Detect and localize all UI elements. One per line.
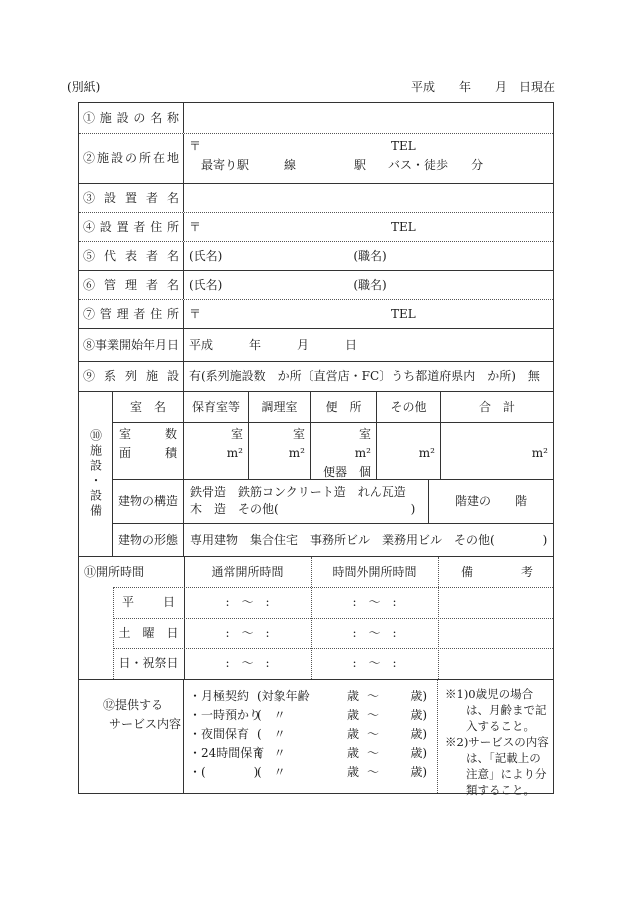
title-paren-label: (職名) <box>353 277 387 292</box>
service-name: ・一時預かり <box>189 708 262 722</box>
wave-dash: ～ <box>366 708 379 722</box>
service-item: ・( ) ( 〃 歳 ～ 歳) <box>189 763 437 782</box>
row-business-start-date <box>79 329 553 362</box>
attachment-note: (別紙) <box>67 80 101 94</box>
kitchen-count-area-cell <box>249 423 311 479</box>
unit-room: 室 <box>358 427 371 441</box>
nearest-station-label: 最寄り駅 <box>201 158 250 172</box>
row-facility-address <box>79 134 553 184</box>
station-label: 駅 <box>354 158 367 172</box>
services-label: ⑫提供する サービス内容 <box>79 680 184 793</box>
col-header-kitchen: 調理室 <box>249 392 311 422</box>
unit-area: m² <box>288 446 305 460</box>
building-form-options: 専用建物 集合住宅 事務所ビル 業務用ビル その他( ) <box>190 532 548 547</box>
facility-form-table <box>78 102 554 797</box>
weekday-overtime-time: : ～ : <box>352 595 397 609</box>
row-manager-address <box>79 300 553 329</box>
service-item: ・月極契約 (対象年齢 歳 ～ 歳) <box>189 687 437 706</box>
service-name: ・月極契約 <box>189 689 250 703</box>
nursery-count-area-cell <box>184 423 249 479</box>
room-table-header <box>113 392 553 423</box>
field-label-facility-name: ①施設の名称 <box>79 103 184 133</box>
total-count-area-cell <box>441 423 553 479</box>
service-name: ・夜間保育 <box>189 727 250 741</box>
service-item: ・一時預かり ( 〃 歳 ～ 歳) <box>189 706 437 725</box>
sunday-overtime-time: : ～ : <box>352 656 397 670</box>
field-label-founder-address: ④設置者住所 <box>79 213 184 241</box>
unit-room: 室 <box>230 427 243 441</box>
normal-hours-header: 通常開所時間 <box>211 564 284 579</box>
unit-room: 室 <box>292 427 305 441</box>
unit-area: m² <box>418 446 435 460</box>
room-count-area-row <box>113 423 553 480</box>
saturday-normal-time: : ～ : <box>225 625 270 640</box>
service-age-bracket: ( 〃 <box>257 708 286 722</box>
day-label-saturday: 土 曜 日 <box>118 625 179 640</box>
manager-name-value <box>184 271 553 299</box>
day-label-weekday: 平 日 <box>122 595 175 609</box>
field-label-affiliated-facilities: ⑨系列施設 <box>79 362 184 391</box>
room-name-header: 室 名 <box>113 392 184 422</box>
section-opening-hours <box>79 557 553 680</box>
opening-hours-label: ⑪開所時間 <box>84 564 145 579</box>
line-label: 線 <box>284 158 297 172</box>
service-item: ・24時間保育 ( 〃 歳 ～ 歳) <box>189 744 437 763</box>
founder-name-value <box>184 184 553 212</box>
tel-label: TEL <box>391 139 416 153</box>
unit-area: m² <box>531 446 548 460</box>
founder-address-value <box>184 213 553 241</box>
toilet-count-area-cell <box>311 423 377 479</box>
bus-walk-label: バス・徒歩 <box>388 158 449 172</box>
service-age-bracket: ( 〃 <box>257 765 286 779</box>
date-header: 平成 年 月 日現在 <box>410 80 555 94</box>
name-paren-label: (氏名) <box>189 248 223 263</box>
section-services <box>79 680 553 797</box>
building-form-label: 建物の形態 <box>113 524 184 556</box>
manager-address-value <box>184 300 553 328</box>
building-form-row <box>113 524 553 556</box>
room-area-label: 面積 <box>119 446 177 460</box>
field-label-founder-name: ③設置者名 <box>79 184 184 212</box>
col-header-toilet: 便 所 <box>311 392 377 422</box>
building-structure-label: 建物の構造 <box>113 480 184 523</box>
note-1: ※1)0歳児の場合は、月齢まで記入すること。 <box>445 687 547 733</box>
building-structure-row <box>113 480 553 524</box>
overtime-hours-header: 時間外開所時間 <box>332 564 417 579</box>
business-start-date-value: 平成 年 月 日 <box>189 337 358 352</box>
page-header <box>67 80 555 95</box>
title-paren-label: (職名) <box>353 248 387 263</box>
row-founder-name <box>79 184 553 213</box>
postal-mark: 〒 <box>189 219 202 234</box>
room-count-label: 室数 <box>119 427 177 441</box>
building-floors-cell: 階建の 階 <box>454 494 527 508</box>
service-name: ・24時間保育 <box>189 746 265 760</box>
tel-label: TEL <box>391 219 416 234</box>
unit-area: m² <box>226 446 243 460</box>
affiliated-facilities-value: 有(系列施設数 か所〔直営店・FC〕うち都道府県内 か所) 無 <box>189 369 540 383</box>
col-header-total: 合 計 <box>478 399 515 414</box>
wave-dash: ～ <box>366 746 379 760</box>
note-2: ※2)サービスの内容は、「記載上の注意」により分類すること。 <box>445 735 549 797</box>
field-label-facility-address: ②施設の所在地 <box>79 134 184 183</box>
services-list <box>184 680 438 793</box>
unit-area: m² <box>354 446 371 460</box>
field-label-representative-name: ⑤代表者名 <box>79 242 184 270</box>
wave-dash: ～ <box>366 689 379 703</box>
vertical-section-label: ⑩施設・設備 <box>79 392 113 556</box>
row-representative-name <box>79 242 553 271</box>
tel-label: TEL <box>391 306 416 321</box>
facility-name-value <box>184 103 553 133</box>
col-header-nursery: 保育室等 <box>184 392 249 422</box>
service-item: ・夜間保育 ( 〃 歳 ～ 歳) <box>189 725 437 744</box>
field-label-manager-address: ⑦管理者住所 <box>79 300 184 328</box>
day-label-sunday-holiday: 日・祝祭日 <box>118 656 179 670</box>
toilet-unit-label: 便器 個 <box>322 465 371 479</box>
service-age-bracket: (対象年齢 <box>257 689 310 703</box>
representative-name-value <box>184 242 553 270</box>
building-structure-options: 鉄骨造 鉄筋コンクリート造 れん瓦造 木 造 その他( ) <box>184 480 429 523</box>
row-founder-address <box>79 213 553 242</box>
service-name: ・( ) <box>189 765 259 779</box>
remarks-header: 備 考 <box>460 564 533 579</box>
services-notes <box>438 680 553 797</box>
wave-dash: ～ <box>366 727 379 741</box>
postal-mark: 〒 <box>189 306 202 321</box>
col-header-other: その他 <box>377 392 441 422</box>
minutes-label: 分 <box>471 158 484 172</box>
wave-dash: ～ <box>366 765 379 779</box>
field-label-manager-name: ⑥管理者名 <box>79 271 184 299</box>
sunday-normal-time: : ～ : <box>225 656 270 670</box>
service-age-bracket: ( 〃 <box>257 746 286 760</box>
name-paren-label: (氏名) <box>189 277 223 292</box>
field-label-business-start-date: ⑧事業開始年月日 <box>79 329 184 361</box>
service-age-bracket: ( 〃 <box>257 727 286 741</box>
facility-address-value <box>184 134 553 183</box>
weekday-normal-time: : ～ : <box>225 595 270 609</box>
postal-mark: 〒 <box>189 139 202 153</box>
other-count-area-cell <box>377 423 441 479</box>
section-facility-equipment <box>79 392 553 557</box>
saturday-overtime-time: : ～ : <box>352 625 397 640</box>
row-manager-name <box>79 271 553 300</box>
row-facility-name <box>79 103 553 134</box>
row-affiliated-facilities <box>79 362 553 392</box>
